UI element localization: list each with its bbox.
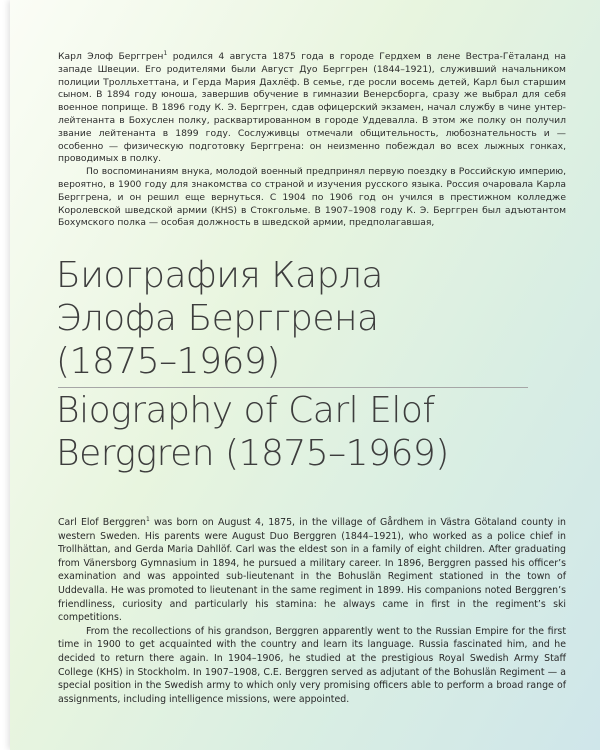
book-page xyxy=(10,0,600,750)
english-title-line-1: Biography of Carl Elof xyxy=(56,390,435,431)
russian-footnote-marker: 1 xyxy=(163,50,168,57)
english-title xyxy=(56,389,576,475)
russian-title-line-1: Биография Карла xyxy=(56,255,383,296)
english-name: Carl Elof Berggren xyxy=(58,517,146,528)
english-footnote-marker: 1 xyxy=(145,516,150,523)
russian-paragraph-1 xyxy=(58,51,566,166)
english-text xyxy=(58,516,566,706)
russian-text xyxy=(58,51,566,230)
english-title-line-2: Berggren (1875–1969) xyxy=(56,433,449,474)
title-divider xyxy=(58,387,528,388)
english-paragraph-1 xyxy=(58,516,566,625)
russian-name: Карл Элоф Берггрен xyxy=(58,51,164,62)
english-paragraph-2: From the recollections of his grandson, Berggren apparently went to the Russian Empire for the first time in 1900 to get acquainted with the country and learn its language. Russia fascinated him, and he decided to return there again. In 1904–1906, he studied at the prestigious Royal Swedish Army Staff College (KHS) in Stockholm. In 1907–1908, C.E. Berggren served as adjutant of the Bohuslän Regiment — a special position in the Swedish army to which only very promising officers able to perform a broad range of assignments, including intelligence missions, were appointed. xyxy=(58,625,566,705)
russian-paragraph-2: По воспоминаниям внука, молодой военный предпринял первую поездку в Российскую империю, вероятно, в 1900 году для знакомства со страной и изучения русского языка. Россия очаровала Карла Берггрена, и он решил еще вернуться. С 1904 по 1906 год он учился в престижном колледже Королевской шведской армии (KHS) в Стокгольме. В 1907–1908 году К. Э. Берггрен был адъютантом Бохумского полка — особая должность в шведской армии, предполагавшая, xyxy=(58,166,566,229)
english-paragraph-1-text: was born on August 4, 1875, in the village of Gårdhem in Västra Götaland county in western Sweden. His parents were August Duo Berggren (1844–1921), who worked as a police chief in Trollhättan, and Gerda Maria Dahllöf. Carl was the eldest son in a family of eight children. After graduating from Vänersborg Gymnasium in 1894, he pursued a military career. In 1896, Berggren passed his officer’s examination and was appointed sub-lieutenant in the Bohuslän Regiment stationed in the town of Uddevalla. He was promoted to lieutenant in the same regiment in 1899. His companions noted Berggren’s friendliness, curiosity and particularly his stamina: he always came in first in the regiment’s ski competitions. xyxy=(58,517,566,624)
russian-paragraph-1-text: родился 4 августа 1875 года в городе Гердхем в лене Вестра-Гёталанд на западе Швеции. Его родителями были Август Дуо Берггрен (1844–1921), служивший начальником полиции Тролльхеттана, и Герда Мария Дахлёф. В семье, где росли восемь детей, Карл был старшим сыном. В 1894 году юноша, завершив обучение в гимназии Венерсборга, сразу же выбрал для себя военное поприще. В 1896 году К. Э. Берггрен, сдав офицерский экзамен, начал службу в чине унтер-лейтенанта в Бохуслен полку, расквартированном в городе Уддевалла. В этом же полку он получил звание лейтенанта в 1899 году. Сослуживцы отмечали общительность, любознательность и — особенно — физическую подготовку Берггрена: он неизменно побеждал во всех лыжных гонках, проводимых в полку. xyxy=(58,51,566,165)
russian-title-line-3: (1875–1969) xyxy=(56,341,280,382)
russian-title xyxy=(56,254,576,383)
russian-title-line-2: Элофа Берггрена xyxy=(56,298,379,339)
